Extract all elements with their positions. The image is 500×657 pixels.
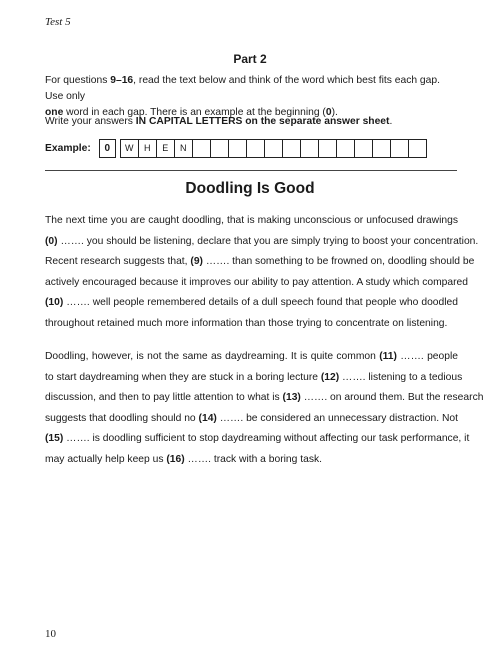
answer-cell: N [175,139,193,158]
answer-cell [283,139,301,158]
text-line: (10) ……. well people remembered details of a dull speech found that people who doodled [45,297,458,308]
gap-16: (16) [166,453,185,465]
answer-cell [355,139,373,158]
gap-11: (11) [379,351,397,362]
paragraph-2 [45,347,484,470]
text-line: (15) ……. is doodling sufficient to stop daydreaming without affecting our task performance, it [45,433,470,444]
text-line: Recent research suggests that, (9) ……. than something to be frowned on, doodling should be [45,256,475,267]
gap-12: (12) [320,371,340,383]
text-line: Doodling, however, is not the same as daydreaming. It is quite common (11) ……. people [45,351,458,362]
answer-cell [409,139,427,158]
answer-cell [301,139,319,158]
gap-14: (14) [198,412,217,424]
article-title: Doodling Is Good [185,180,315,197]
gap-9: (9) [190,256,203,267]
answer-cell [229,139,247,158]
answer-cell [373,139,391,158]
text-line: (0) ……. you should be listening, declare that you are simply trying to boost your concentration. [45,235,479,247]
answer-cell: H [139,139,157,158]
text-line: actively encouraged because it improves our ability to pay attention. A study which compared [45,276,468,288]
text-line: to start daydreaming when they are stuck in a boring lecture (12) ……. listening to a tedious [45,371,463,383]
answer-cell [337,139,355,158]
example-row [45,139,427,158]
text-line: suggests that doodling should no (14) ……. be considered an unnecessary distraction. Not [45,412,458,424]
text-line: The next time you are caught doodling, that is making unconscious or unfocused drawings [45,215,458,226]
answer-cell [319,139,337,158]
paragraph-1 [45,211,479,334]
answer-cell: E [157,139,175,158]
example-number-box: 0 [99,139,116,158]
text-line: throughout retained much more information than those trying to concentrate on listening. [45,317,448,329]
answer-cell [193,139,211,158]
example-answer-cells [120,139,427,158]
text-line: discussion, and then to pay little attention to what is (13) ……. on around them. But the research [45,392,484,403]
answer-instruction: Write your answers IN CAPITAL LETTERS on the separate answer sheet. [45,116,393,127]
answer-cell [391,139,409,158]
page-header: Test 5 [45,16,71,28]
gap-15: (15) [45,433,64,444]
answer-cell [265,139,283,158]
text-line: may actually help keep us (16) ……. track with a boring task. [45,453,322,465]
example-label: Example: [45,143,91,154]
answer-cell [247,139,265,158]
gap-13: (13) [282,392,301,403]
page-number: 10 [45,628,56,640]
part-title: Part 2 [233,52,267,66]
answer-cell [211,139,229,158]
gap-10: (10) [45,297,64,308]
answer-cell: W [121,139,139,158]
gap-0: (0) [45,235,58,247]
instructions: For questions 9–16, read the text below and think of the word which best fits each gap. Use only one word in each gap. There is an example at the beginning (0). [45,75,440,118]
divider [45,170,457,171]
